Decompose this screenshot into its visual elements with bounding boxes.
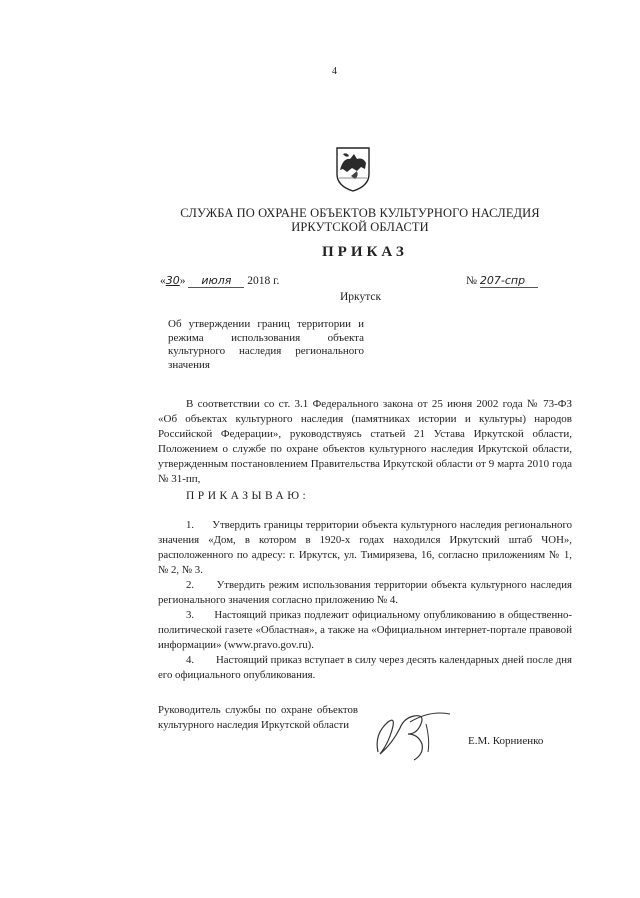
date-close-quote: » xyxy=(179,275,186,287)
coat-of-arms-icon xyxy=(335,146,371,192)
order-number xyxy=(466,274,538,288)
organization-line-2: ИРКУТСКОЙ ОБЛАСТИ xyxy=(291,220,429,234)
date-year: 2018 г. xyxy=(247,275,280,287)
organization-line-1: СЛУЖБА ПО ОХРАНЕ ОБЪЕКТОВ КУЛЬТУРНОГО НАСЛЕДИЯ xyxy=(180,206,540,220)
city: Иркутск xyxy=(340,291,382,303)
order-item-4: 4. Настоящий приказ вступает в силу через десять календарных дней после дня его официального опубликования. xyxy=(158,654,572,681)
order-item-2: 2. Утвердить режим использования территории объекта культурного наследия регионального значения согласно приложению № 4. xyxy=(158,579,572,606)
handwritten-signature-icon xyxy=(370,704,460,764)
order-heading: ПРИКАЗЫВАЮ: xyxy=(186,490,310,502)
document-type-title: ПРИКАЗ xyxy=(322,244,408,260)
order-items xyxy=(158,518,572,683)
organization-name xyxy=(0,206,640,234)
date-open-quote: « xyxy=(160,275,166,287)
order-subject: Об утверждении границ территории и режима использования объекта культурного наследия регионального значения xyxy=(168,318,364,371)
number-value: 207-спр xyxy=(480,274,538,288)
order-item-1: 1. Утвердить границы территории объекта культурного наследия регионального значения «Дом, в котором в 1920-х годах находился Иркутский штаб ЧОН», расположенного по адресу: г. Иркутск, ул. Тимирязева, 16, согласно приложениям № 1, № 2, № 3. xyxy=(158,519,572,576)
date-month: июля xyxy=(188,274,244,288)
order-item-3: 3. Настоящий приказ подлежит официальному опубликованию в общественно-политической газете «Областная», а также на «Официальном интернет-портале правовой информации» (www.pravo.gov.ru). xyxy=(158,609,572,651)
page-number: 4 xyxy=(332,66,337,77)
signatory-role: Руководитель службы по охране объектов культурного наследия Иркутской области xyxy=(158,704,358,731)
date-day: 30 xyxy=(165,274,180,287)
order-date xyxy=(160,274,279,288)
signatory-name: Е.М. Корниенко xyxy=(468,735,544,747)
number-label: № xyxy=(466,275,477,287)
preamble: В соответствии со ст. 3.1 Федерального закона от 25 июня 2002 года № 73-ФЗ «Об объектах культурного наследия (памятниках истории и культуры) народов Российской Федерации», руководствуясь статьей 21 Устава Иркутской области, Положением о службе по охране объектов культурного наследия Иркутской области, утвержденным постановлением Правительства Иркутской области от 9 марта 2010 года № 31-пп, xyxy=(158,398,572,485)
